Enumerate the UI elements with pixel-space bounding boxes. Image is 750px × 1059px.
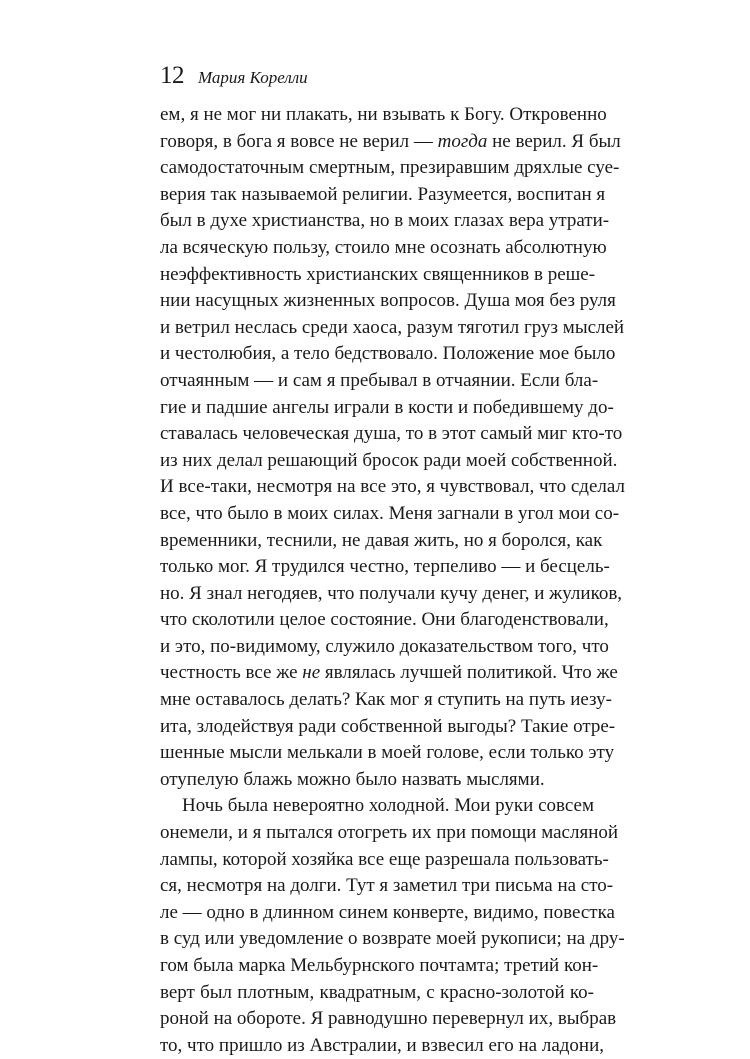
text-segment: временники, теснили, не давая жить, но я боролся, как — [160, 529, 603, 551]
text-segment: являлась лучшей политикой. Что же — [320, 662, 618, 684]
text-segment: то, что пришло из Австралии, и взвесил его на ладони, — [160, 1034, 605, 1056]
text-line — [160, 448, 618, 475]
text-line — [160, 607, 609, 634]
text-line — [160, 474, 625, 501]
text-line — [160, 1006, 617, 1033]
text-line — [160, 129, 621, 156]
text-segment: и ветрил неслась среди хаоса, разум тяготил груз мыслей — [160, 316, 625, 338]
text-line — [160, 182, 606, 209]
text-segment: лампы, которой хозяйка все еще разрешала пользовать- — [160, 848, 609, 870]
text-segment: ставалась человеческая душа, то в этот самый миг кто-то — [160, 423, 623, 445]
text-line — [160, 102, 607, 129]
text-line — [160, 262, 594, 289]
body-text — [160, 102, 625, 1059]
text-line — [160, 288, 616, 315]
text-segment: из них делал решающий бросок ради моей собственной. — [160, 449, 618, 471]
text-line — [160, 208, 610, 235]
text-segment: все, что было в моих силах. Меня загнали в угол мои со- — [160, 502, 620, 524]
text-segment: онемели, и я пытался отогреть их при помощи масляной — [160, 822, 619, 844]
text-line — [160, 953, 599, 980]
text-line — [160, 155, 620, 182]
page-number: 12 — [160, 62, 184, 89]
text-segment: неэффективность христианских священников в реше- — [160, 263, 596, 285]
text-segment: в суд или уведомление о возврате моей рукописи; на дру- — [160, 928, 625, 950]
text-line — [160, 421, 623, 448]
text-segment: шенные мысли мелькали в моей голове, если только эту — [160, 742, 615, 764]
text-segment: верт был плотным, квадратным, с красно-золотой ко- — [160, 981, 594, 1003]
text-line — [160, 1033, 605, 1059]
text-segment: ся, несмотря на долги. Тут я заметил три письма на сто- — [160, 875, 614, 897]
text-line — [160, 740, 615, 767]
running-title: Мария Корелли — [198, 68, 308, 87]
emphasis: не — [302, 662, 321, 684]
text-line — [160, 341, 616, 368]
text-segment: ле — одно в длинном синем конверте, видимо, повестка — [160, 901, 615, 923]
text-segment: самодостаточным смертным, презиравшим дряхлые суе- — [160, 157, 620, 179]
running-head — [160, 62, 594, 98]
text-segment: мне оставалось делать? Как мог я ступить на путь иезу- — [160, 689, 612, 711]
text-segment: отупелую блажь можно было назвать мыслями. — [160, 768, 545, 790]
text-segment: что сколотили целое состояние. Они благоденствовали, — [160, 609, 609, 631]
text-line — [160, 501, 620, 528]
text-line — [160, 767, 594, 794]
text-line — [160, 235, 607, 262]
text-line — [160, 900, 615, 927]
text-segment: ла всяческую пользу, стоило мне осознать абсолютную — [160, 236, 607, 258]
text-segment: и честолюбия, а тело бедствовало. Положение мое было — [160, 343, 616, 365]
text-line — [160, 660, 618, 687]
text-line — [160, 926, 625, 953]
text-segment: был в духе христианства, но в моих глазах вера утрати- — [160, 210, 610, 232]
text-line — [160, 687, 612, 714]
text-segment: но. Я знал негодяев, что получали кучу денег, и жуликов, — [160, 582, 623, 604]
text-segment: ем, я не мог ни плакать, ни взывать к Богу. Откровенно — [160, 104, 607, 125]
text-line — [160, 554, 610, 581]
text-line — [160, 793, 594, 820]
text-segment: говоря, в бога я вовсе не верил — — [160, 130, 438, 152]
paragraph — [160, 793, 625, 1059]
text-segment: честность все же — [160, 662, 303, 684]
text-segment: гие и падшие ангелы играли в кости и победившему до- — [160, 396, 614, 418]
text-segment: только мог. Я трудился честно, терпеливо — и бесцель- — [160, 556, 610, 578]
text-segment: ита, злодействуя ради собственной выгоды? Такие отре- — [160, 715, 616, 737]
text-segment: отчаянным — и сам я пребывал в отчаянии. Если бла- — [160, 369, 599, 391]
text-segment: верия так называемой религии. Разумеется, воспитан я — [160, 183, 606, 205]
text-line — [160, 528, 603, 555]
text-segment: роной на обороте. Я равнодушно перевернул их, выбрав — [160, 1008, 617, 1030]
text-segment: нии насущных жизненных вопросов. Душа моя без руля — [160, 290, 616, 312]
text-line — [160, 714, 616, 741]
text-segment: И все-таки, несмотря на все это, я чувствовал, что сделал — [160, 476, 625, 498]
text-line — [160, 368, 599, 395]
text-line — [160, 315, 625, 342]
text-line — [160, 395, 614, 422]
text-line — [160, 634, 609, 661]
text-line — [160, 581, 623, 608]
paragraph — [160, 102, 625, 793]
text-line — [160, 873, 614, 900]
text-segment: и это, по-видимому, служило доказательством того, что — [160, 635, 609, 657]
emphasis: тогда — [437, 130, 488, 152]
text-line — [160, 847, 609, 874]
text-segment: Ночь была невероятно холодной. Мои руки совсем — [182, 795, 594, 817]
text-line — [160, 820, 619, 847]
text-segment: не верил. Я был — [487, 130, 621, 152]
text-segment: гом была марка Мельбурнского почтамта; третий кон- — [160, 955, 599, 976]
book-page — [160, 62, 625, 1059]
text-line — [160, 980, 594, 1007]
